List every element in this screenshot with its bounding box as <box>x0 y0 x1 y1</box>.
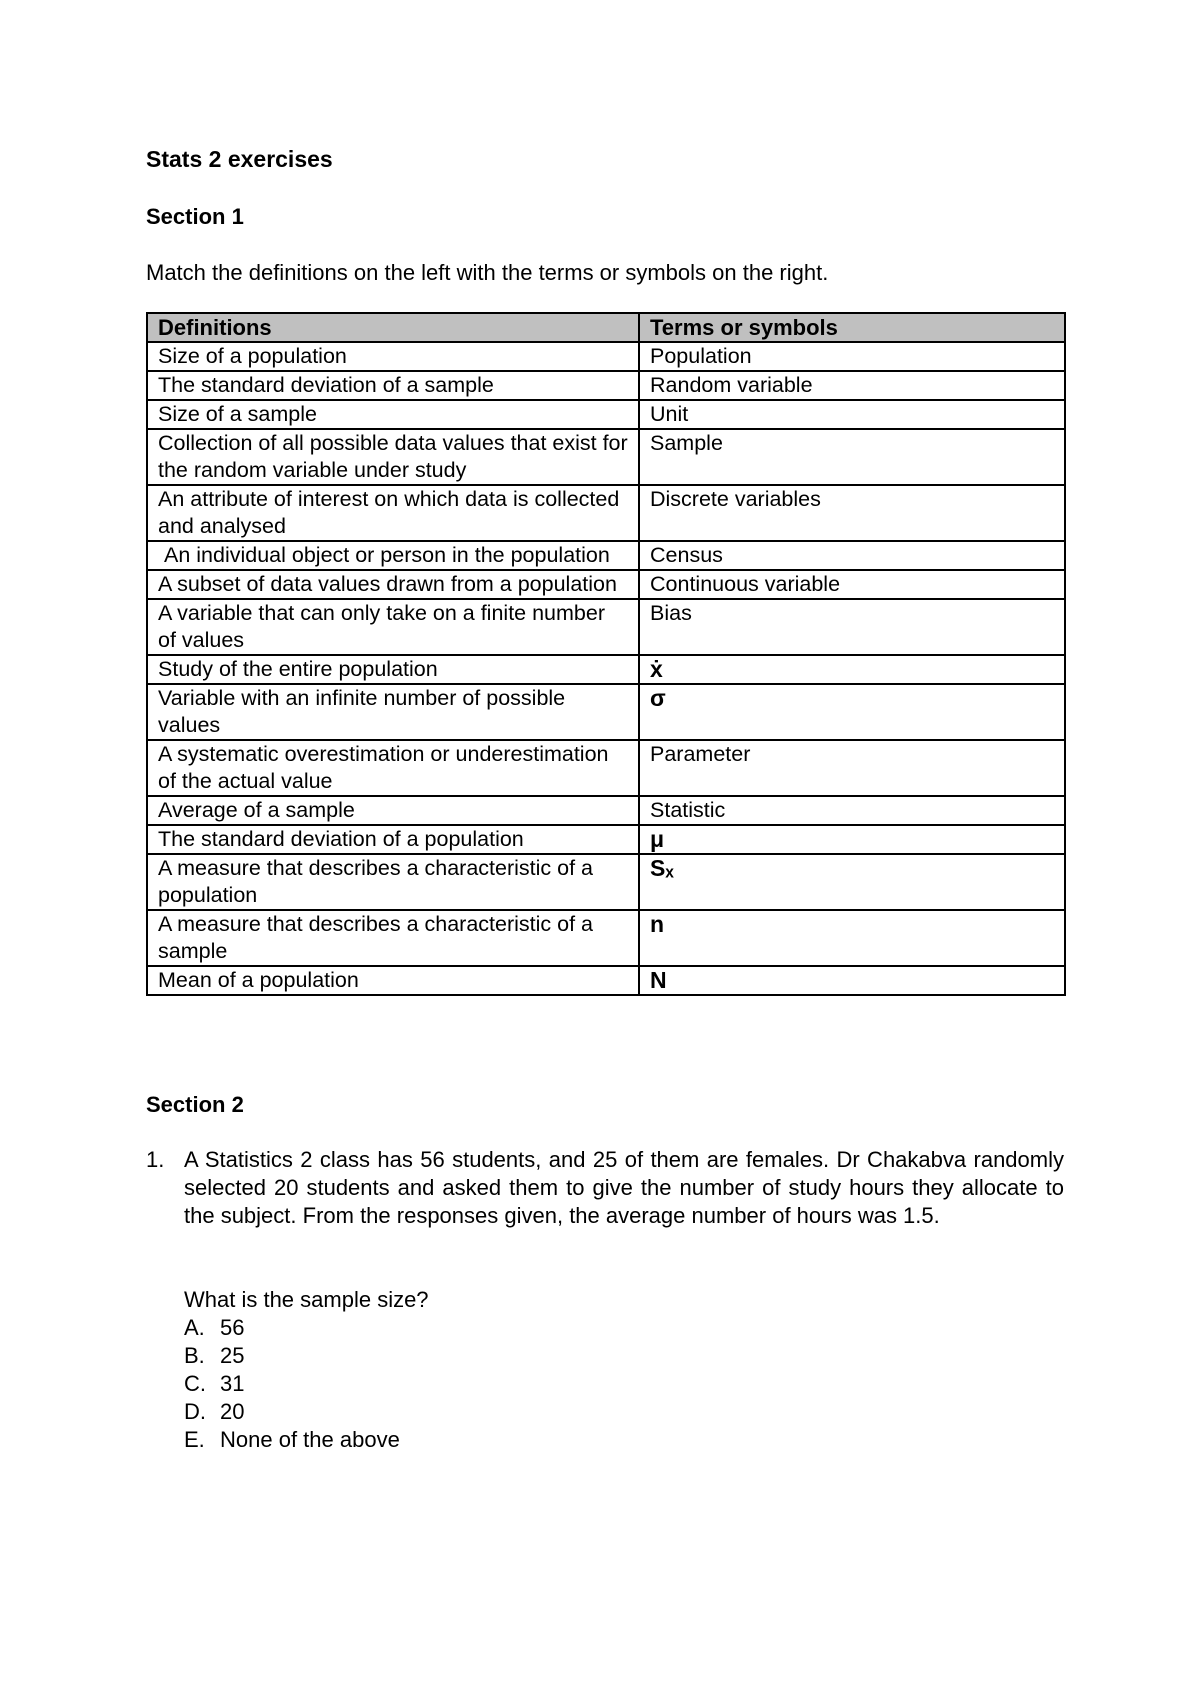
definition-cell: Average of a sample <box>147 796 639 825</box>
table-body <box>147 342 1065 995</box>
document-title: Stats 2 exercises <box>146 146 333 172</box>
term-cell: Population <box>639 342 1065 371</box>
definition-cell: A subset of data values drawn from a population <box>147 570 639 599</box>
term-cell: Sample <box>639 429 1065 485</box>
table-row <box>147 541 1065 570</box>
option-text: None of the above <box>220 1427 400 1452</box>
answer-options <box>184 1314 400 1454</box>
definition-cell: Variable with an infinite number of possible values <box>147 684 639 740</box>
term-cell: Discrete variables <box>639 485 1065 541</box>
definition-cell: Study of the entire population <box>147 655 639 684</box>
question-number: 1. <box>146 1147 165 1172</box>
answer-option <box>184 1426 400 1454</box>
table-row <box>147 684 1065 740</box>
table-row <box>147 854 1065 910</box>
option-letter: D. <box>184 1399 206 1424</box>
term-cell: Statistic <box>639 796 1065 825</box>
table-row <box>147 429 1065 485</box>
definition-cell: Size of a population <box>147 342 639 371</box>
definition-cell: An individual object or person in the population <box>147 541 639 570</box>
table-row <box>147 371 1065 400</box>
table-row <box>147 570 1065 599</box>
term-cell: Continuous variable <box>639 570 1065 599</box>
symbol-cell: n <box>639 910 1065 966</box>
table-row <box>147 342 1065 371</box>
option-text: 20 <box>220 1399 245 1424</box>
symbol-cell: N <box>639 966 1065 995</box>
option-letter: C. <box>184 1371 206 1396</box>
table-row <box>147 485 1065 541</box>
definition-cell: A measure that describes a characteristic of a population <box>147 854 639 910</box>
symbol-cell: σ <box>639 684 1065 740</box>
symbol-cell: Sₓ <box>639 854 1065 910</box>
matching-table <box>146 312 1066 996</box>
definition-cell: Mean of a population <box>147 966 639 995</box>
definition-cell: The standard deviation of a sample <box>147 371 639 400</box>
term-cell: Parameter <box>639 740 1065 796</box>
option-text: 31 <box>220 1371 245 1396</box>
definition-cell: Collection of all possible data values that exist for the random variable under study <box>147 429 639 485</box>
term-cell: Bias <box>639 599 1065 655</box>
definition-cell: A variable that can only take on a finite number of values <box>147 599 639 655</box>
term-cell: Random variable <box>639 371 1065 400</box>
table-row <box>147 966 1065 995</box>
question-text: A Statistics 2 class has 56 students, and 25 of them are females. Dr Chakabva randomly selected 20 students and asked them to give the number of study hours they allocate to the subject. From the responses given, the average number of hours was 1.5. <box>184 1147 1064 1228</box>
option-letter: B. <box>184 1343 205 1368</box>
header-definitions: Definitions <box>147 313 639 342</box>
option-text: 56 <box>220 1315 245 1340</box>
definition-cell: The standard deviation of a population <box>147 825 639 854</box>
symbol-cell: μ <box>639 825 1065 854</box>
table-header-row <box>147 313 1065 342</box>
question-prompt: What is the sample size? <box>184 1287 429 1312</box>
definition-cell: An attribute of interest on which data is collected and analysed <box>147 485 639 541</box>
option-letter: A. <box>184 1315 205 1340</box>
section-2-heading: Section 2 <box>146 1092 244 1117</box>
table-row <box>147 400 1065 429</box>
table-row <box>147 796 1065 825</box>
table-row <box>147 825 1065 854</box>
table-row <box>147 655 1065 684</box>
definition-cell: A systematic overestimation or underestimation of the actual value <box>147 740 639 796</box>
table-row <box>147 910 1065 966</box>
answer-option <box>184 1314 400 1342</box>
answer-option <box>184 1370 400 1398</box>
option-letter: E. <box>184 1427 205 1452</box>
section-1-instruction: Match the definitions on the left with the terms or symbols on the right. <box>146 260 829 285</box>
symbol-cell: ẋ <box>639 655 1065 684</box>
section-1-heading: Section 1 <box>146 204 244 229</box>
header-terms-or-symbols: Terms or symbols <box>639 313 1065 342</box>
definition-cell: A measure that describes a characteristic of a sample <box>147 910 639 966</box>
option-text: 25 <box>220 1343 245 1368</box>
term-cell: Census <box>639 541 1065 570</box>
answer-option <box>184 1398 400 1426</box>
answer-option <box>184 1342 400 1370</box>
term-cell: Unit <box>639 400 1065 429</box>
definition-cell: Size of a sample <box>147 400 639 429</box>
table-row <box>147 740 1065 796</box>
table-row <box>147 599 1065 655</box>
